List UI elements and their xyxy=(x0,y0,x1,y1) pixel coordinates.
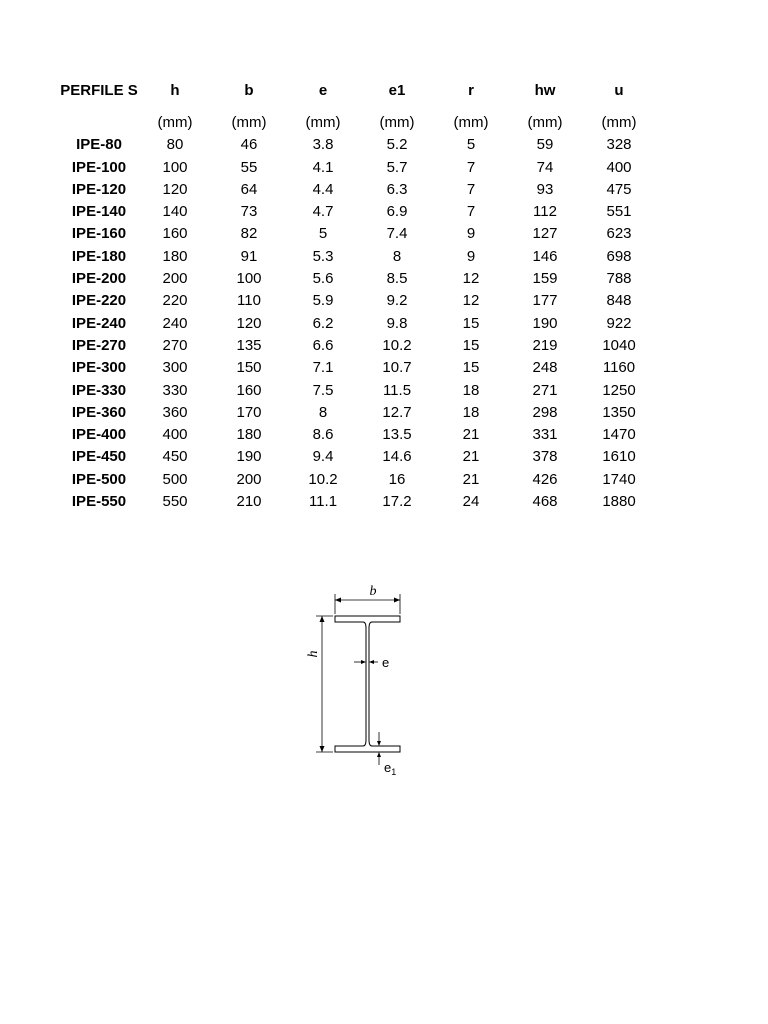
h-arrow-bottom xyxy=(320,746,325,752)
table-cell-b: 190 xyxy=(236,448,262,466)
unit-e1: (mm) xyxy=(379,114,415,131)
table-cell-e1: 8.5 xyxy=(386,270,408,288)
table-cell-r: 18 xyxy=(462,381,480,399)
profile-name: IPE-120 xyxy=(71,180,127,198)
table-cell-hw: 426 xyxy=(532,470,558,488)
table-cell-r: 7 xyxy=(466,158,476,176)
table-cell-e: 9.4 xyxy=(312,448,334,466)
table-cell-hw: 248 xyxy=(532,359,558,377)
table-cell-e: 5.3 xyxy=(312,247,334,265)
table-cell-u: 788 xyxy=(606,270,632,288)
table-cell-hw: 127 xyxy=(532,225,558,243)
table-row xyxy=(60,157,656,179)
label-e1-base: e xyxy=(384,760,392,775)
table-row xyxy=(60,446,656,468)
table-cell-e1: 5.7 xyxy=(386,158,408,176)
table-cell-e: 11.1 xyxy=(308,493,338,511)
unit-b: (mm) xyxy=(231,114,267,131)
label-h: h xyxy=(306,650,321,658)
table-cell-b: 82 xyxy=(240,225,258,243)
table-cell-h: 330 xyxy=(162,381,188,399)
profile-name: IPE-400 xyxy=(71,426,127,444)
table-cell-hw: 190 xyxy=(532,314,558,332)
header-e1: e1 xyxy=(388,82,406,99)
table-cell-hw: 298 xyxy=(532,403,558,421)
table-cell-r: 9 xyxy=(466,247,476,265)
table-cell-u: 400 xyxy=(606,158,632,176)
table-cell-r: 15 xyxy=(462,359,480,377)
table-cell-e1: 16 xyxy=(388,470,406,488)
table-cell-r: 21 xyxy=(462,426,480,444)
table-cell-hw: 112 xyxy=(533,203,557,221)
profile-name: IPE-330 xyxy=(71,381,127,399)
profile-name: IPE-220 xyxy=(71,292,127,310)
ipe-profile-table xyxy=(60,70,656,513)
h-arrow-top xyxy=(320,616,325,622)
table-cell-r: 12 xyxy=(462,292,480,310)
table-header-row xyxy=(60,70,656,112)
table-cell-b: 160 xyxy=(236,381,262,399)
table-body xyxy=(60,134,656,513)
table-cell-u: 848 xyxy=(606,292,632,310)
profile-name: IPE-550 xyxy=(71,493,127,511)
table-cell-u: 1880 xyxy=(602,493,636,511)
table-cell-hw: 74 xyxy=(536,158,554,176)
table-cell-u: 1160 xyxy=(602,359,636,377)
table-cell-u: 1040 xyxy=(602,336,636,354)
table-cell-r: 12 xyxy=(462,270,480,288)
unit-e: (mm) xyxy=(305,114,341,131)
table-cell-h: 450 xyxy=(162,448,188,466)
table-cell-h: 120 xyxy=(162,180,188,198)
profile-name: IPE-160 xyxy=(71,225,127,243)
table-cell-b: 46 xyxy=(240,136,258,154)
table-cell-u: 1350 xyxy=(602,403,636,421)
e-arrow-left xyxy=(361,660,366,664)
table-cell-b: 100 xyxy=(236,270,262,288)
table-row xyxy=(60,268,656,290)
table-cell-r: 7 xyxy=(466,180,476,198)
table-cell-e: 6.6 xyxy=(312,336,334,354)
table-cell-e: 4.1 xyxy=(312,158,334,176)
label-e: e xyxy=(382,655,390,670)
table-cell-hw: 93 xyxy=(536,180,554,198)
profile-name: IPE-240 xyxy=(71,314,127,332)
b-arrow-left xyxy=(335,598,341,603)
ipe-beam-outline xyxy=(335,616,400,752)
table-cell-b: 110 xyxy=(237,292,261,310)
table-cell-e1: 6.3 xyxy=(386,180,408,198)
profile-name: IPE-80 xyxy=(76,136,122,154)
table-cell-e1: 13.5 xyxy=(382,426,412,444)
table-row xyxy=(60,201,656,223)
table-cell-u: 328 xyxy=(606,136,632,154)
table-cell-u: 1610 xyxy=(602,448,636,466)
profile-name: IPE-300 xyxy=(71,359,127,377)
table-cell-h: 100 xyxy=(162,158,188,176)
table-cell-e1: 6.9 xyxy=(386,203,408,221)
table-cell-e: 7.5 xyxy=(312,381,334,399)
table-cell-e1: 10.7 xyxy=(382,359,412,377)
table-cell-h: 300 xyxy=(162,359,188,377)
table-cell-h: 240 xyxy=(162,314,188,332)
table-cell-r: 5 xyxy=(466,136,476,154)
table-row xyxy=(60,491,656,513)
e1-arrow-bottom xyxy=(377,752,381,757)
table-units-row xyxy=(60,112,656,134)
table-cell-e1: 17.2 xyxy=(382,493,412,511)
table-cell-hw: 271 xyxy=(532,381,558,399)
table-cell-b: 170 xyxy=(236,403,262,421)
table-cell-h: 220 xyxy=(162,292,188,310)
table-cell-u: 623 xyxy=(606,225,632,243)
table-cell-h: 160 xyxy=(162,225,188,243)
table-cell-b: 120 xyxy=(236,314,262,332)
table-cell-e: 4.7 xyxy=(312,203,334,221)
table-cell-e1: 12.7 xyxy=(382,403,412,421)
table-cell-hw: 59 xyxy=(536,136,554,154)
table-row xyxy=(60,469,656,491)
unit-h: (mm) xyxy=(157,114,193,131)
table-cell-e1: 11.5 xyxy=(382,381,412,399)
profile-name: IPE-140 xyxy=(71,203,127,221)
table-row xyxy=(60,313,656,335)
table-cell-e: 3.8 xyxy=(312,136,334,154)
table-cell-h: 180 xyxy=(162,247,188,265)
table-cell-e: 5 xyxy=(318,225,328,243)
unit-r: (mm) xyxy=(453,114,489,131)
table-cell-r: 21 xyxy=(462,448,480,466)
header-perfiles: PERFILE S xyxy=(60,82,138,99)
table-cell-b: 91 xyxy=(240,247,258,265)
table-cell-h: 500 xyxy=(162,470,188,488)
unit-perfiles xyxy=(60,112,138,134)
table-cell-r: 15 xyxy=(462,314,480,332)
profile-name: IPE-180 xyxy=(71,247,127,265)
table-row xyxy=(60,134,656,156)
table-cell-b: 64 xyxy=(240,180,258,198)
table-cell-b: 55 xyxy=(240,158,258,176)
table-cell-h: 80 xyxy=(166,136,184,154)
table-row xyxy=(60,402,656,424)
table-cell-hw: 177 xyxy=(532,292,558,310)
profile-name: IPE-360 xyxy=(71,403,127,421)
table-cell-e1: 8 xyxy=(392,247,402,265)
table-cell-e1: 9.8 xyxy=(386,314,408,332)
table-cell-hw: 146 xyxy=(532,247,558,265)
table-cell-e1: 10.2 xyxy=(382,336,412,354)
header-b: b xyxy=(244,82,254,99)
table-row xyxy=(60,357,656,379)
table-cell-r: 21 xyxy=(462,470,480,488)
table-cell-e1: 7.4 xyxy=(386,225,408,243)
header-u: u xyxy=(614,82,624,99)
table-cell-b: 73 xyxy=(240,203,258,221)
table-cell-u: 922 xyxy=(606,314,632,332)
table-cell-b: 180 xyxy=(236,426,262,444)
table-cell-b: 150 xyxy=(236,359,262,377)
ipe-section-diagram xyxy=(300,578,420,778)
table-cell-b: 135 xyxy=(236,336,262,354)
table-cell-e: 6.2 xyxy=(312,314,334,332)
table-cell-h: 270 xyxy=(162,336,188,354)
table-cell-u: 1470 xyxy=(602,426,636,444)
table-cell-hw: 159 xyxy=(532,270,558,288)
table-cell-e1: 14.6 xyxy=(382,448,412,466)
table-cell-b: 200 xyxy=(236,470,262,488)
table-cell-e: 8 xyxy=(318,403,328,421)
table-cell-u: 1740 xyxy=(602,470,636,488)
unit-hw: (mm) xyxy=(527,114,563,131)
profile-name: IPE-450 xyxy=(71,448,127,466)
table-cell-e: 10.2 xyxy=(308,470,338,488)
header-e: e xyxy=(318,82,328,99)
table-cell-e: 7.1 xyxy=(312,359,334,377)
profile-name: IPE-270 xyxy=(71,336,127,354)
table-cell-hw: 331 xyxy=(532,426,558,444)
table-row xyxy=(60,335,656,357)
table-row xyxy=(60,223,656,245)
table-cell-r: 9 xyxy=(466,225,476,243)
table-cell-e: 4.4 xyxy=(312,180,334,198)
table-row xyxy=(60,380,656,402)
table-cell-hw: 468 xyxy=(532,493,558,511)
e-arrow-right xyxy=(369,660,374,664)
table-cell-hw: 219 xyxy=(532,336,558,354)
table-cell-e1: 5.2 xyxy=(386,136,408,154)
table-cell-h: 360 xyxy=(162,403,188,421)
label-b: b xyxy=(369,584,377,599)
table-cell-r: 24 xyxy=(462,493,480,511)
table-cell-hw: 378 xyxy=(532,448,558,466)
table-cell-e: 5.6 xyxy=(312,270,334,288)
table-cell-u: 698 xyxy=(606,247,632,265)
table-cell-u: 1250 xyxy=(602,381,636,399)
table-row xyxy=(60,424,656,446)
table-row xyxy=(60,179,656,201)
e1-arrow-top xyxy=(377,741,381,746)
table-cell-r: 7 xyxy=(466,203,476,221)
profile-name: IPE-500 xyxy=(71,470,127,488)
table-cell-h: 550 xyxy=(162,493,188,511)
b-arrow-right xyxy=(394,598,400,603)
table-cell-e: 8.6 xyxy=(312,426,334,444)
label-e1-sub: 1 xyxy=(391,767,397,777)
table-cell-r: 18 xyxy=(462,403,480,421)
profile-name: IPE-100 xyxy=(71,158,127,176)
header-hw: hw xyxy=(534,82,556,99)
table-row xyxy=(60,246,656,268)
table-cell-h: 200 xyxy=(162,270,188,288)
table-cell-e1: 9.2 xyxy=(386,292,408,310)
header-r: r xyxy=(468,82,474,99)
table-cell-b: 210 xyxy=(236,493,262,511)
header-h: h xyxy=(170,82,180,99)
table-row xyxy=(60,290,656,312)
table-cell-h: 400 xyxy=(162,426,188,444)
table-cell-r: 15 xyxy=(462,336,480,354)
table-cell-u: 551 xyxy=(606,203,632,221)
label-e1 xyxy=(384,760,396,777)
profile-name: IPE-200 xyxy=(71,270,127,288)
table-cell-u: 475 xyxy=(606,180,632,198)
unit-u: (mm) xyxy=(601,114,637,131)
table-cell-h: 140 xyxy=(162,203,188,221)
table-cell-e: 5.9 xyxy=(312,292,334,310)
